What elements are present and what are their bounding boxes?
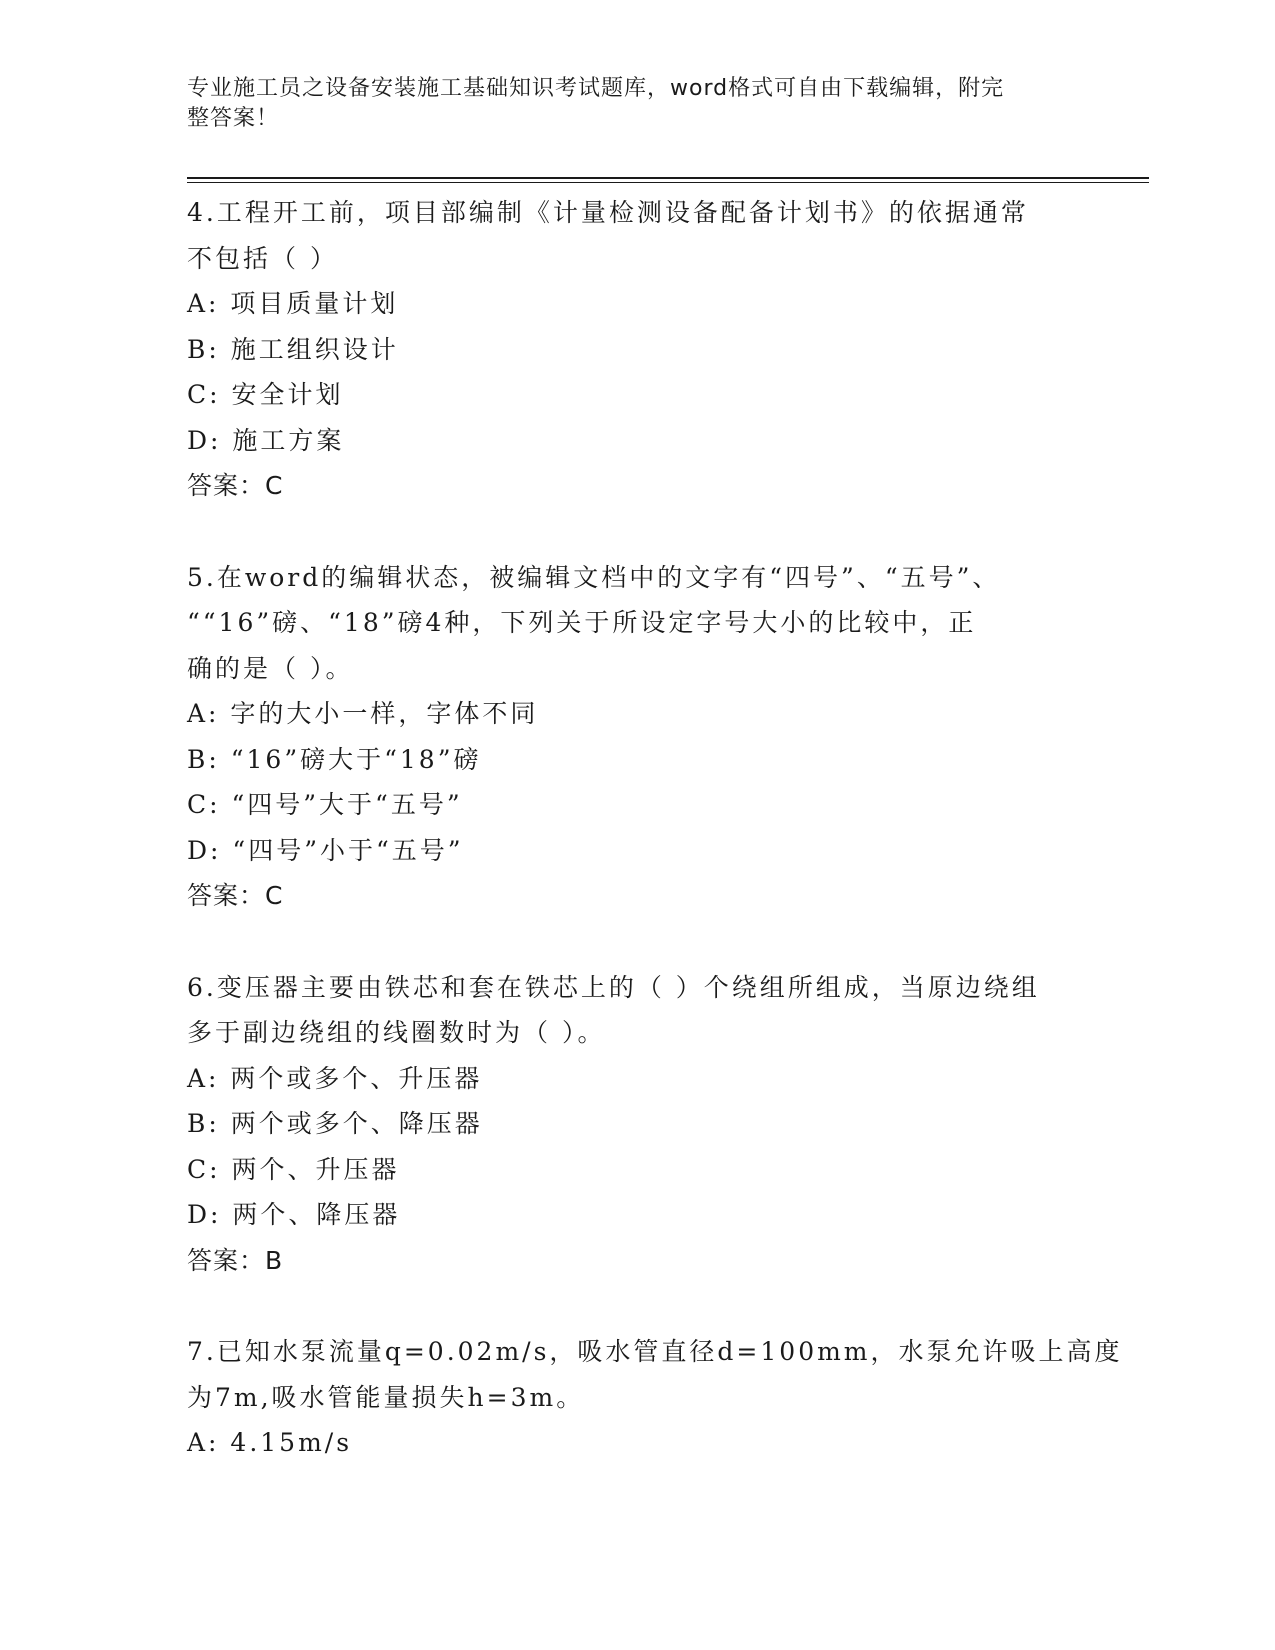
question-text: 不包括（ ） — [187, 243, 338, 273]
option-c: C: “四号”大于“五号” — [187, 790, 463, 819]
answer: 答案：C — [187, 471, 284, 500]
header-divider-thick — [187, 177, 1149, 179]
question-7 — [187, 1329, 1123, 1466]
question-text: 多于副边绕组的线圈数时为（ ）。 — [187, 1018, 606, 1047]
document-header — [187, 74, 1067, 134]
question-5 — [187, 555, 1087, 919]
question-text: 为7m,吸水管能量损失h=3m。 — [187, 1382, 585, 1412]
question-text: 6.变压器主要由铁芯和套在铁芯上的（ ）个绕组所组成，当原边绕组 — [187, 972, 1040, 1002]
answer: 答案：B — [187, 1245, 284, 1275]
option-b: B: “16”磅大于“18”磅 — [187, 744, 482, 774]
question-text: 7.已知水泵流量q=0.02m/s，吸水管直径d=100mm，水泵允许吸上高度 — [187, 1337, 1123, 1366]
option-d: D: 两个、降压器 — [187, 1200, 401, 1229]
question-text: ““16”磅、“18”磅4种，下列关于所设定字号大小的比较中，正 — [187, 608, 977, 637]
question-text: 5.在word的编辑状态，被编辑文档中的文字有“四号”、“五号”、 — [187, 562, 1001, 592]
option-c: C: 两个、升压器 — [187, 1154, 400, 1184]
option-a: A: 字的大小一样，字体不同 — [187, 699, 539, 728]
header-line: 整答案！ — [187, 106, 280, 131]
option-a: A: 项目质量计划 — [187, 289, 399, 318]
question-text: 4.工程开工前，项目部编制《计量检测设备配备计划书》的依据通常 — [187, 198, 1029, 227]
answer: 答案：C — [187, 881, 284, 910]
question-6 — [187, 965, 1087, 1284]
option-a: A: 两个或多个、升压器 — [187, 1063, 483, 1093]
question-text: 确的是（ ）。 — [187, 653, 354, 683]
option-a: A: 4.15m/s — [187, 1428, 353, 1457]
header-divider-thin — [187, 182, 1149, 183]
option-b: B: 施工组织设计 — [187, 334, 399, 364]
option-c: C: 安全计划 — [187, 380, 344, 409]
option-d: D: “四号”小于“五号” — [187, 835, 464, 865]
header-line: 专业施工员之设备安装施工基础知识考试题库，word格式可自由下载编辑，附完 — [187, 76, 1005, 101]
question-list — [187, 190, 1123, 1512]
question-4 — [187, 190, 1087, 509]
option-b: B: 两个或多个、降压器 — [187, 1109, 483, 1138]
option-d: D: 施工方案 — [187, 425, 345, 455]
